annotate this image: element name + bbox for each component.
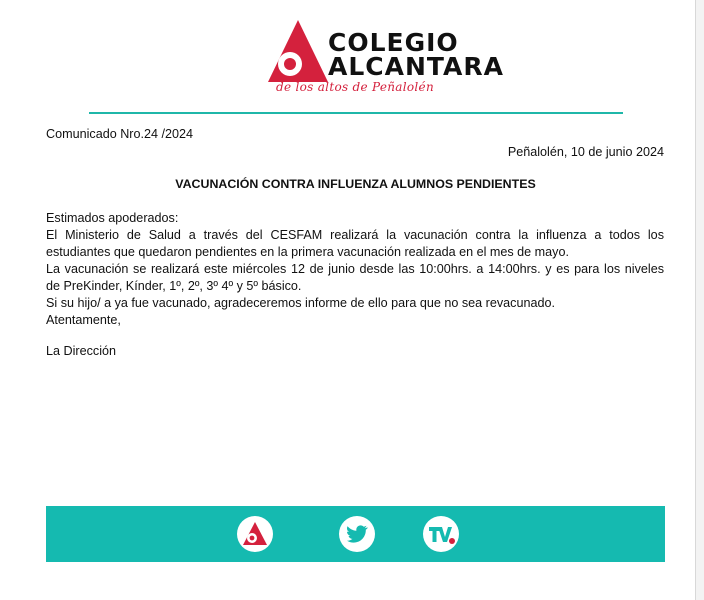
greeting: Estimados apoderados: [46, 211, 179, 225]
header-divider [89, 112, 623, 114]
paragraph-1-line-1: El Ministerio de Salud a través del CESFAM realizará la vacunación contra la influenza a todos los [46, 228, 664, 242]
paragraph-3: Si su hijo/ a ya fue vacunado, agradeceremos informe de ello para que no sea revacunado. [46, 296, 555, 310]
tv-logo-icon [423, 516, 459, 552]
paragraph-1-line-2: estudiantes que quedaron pendientes en la primera vacunación realizada en el mes de mayo. [46, 245, 569, 259]
logo-tagline: de los altos de Peñalolén [276, 80, 434, 94]
twitter-icon [339, 516, 375, 552]
logo-line-alcantara: ALCANTARA [328, 52, 504, 81]
paragraph-2-line-1: La vacunación se realizará este miércoles 12 de junio desde las 10:00hrs. a 14:00hrs. y es para los niveles [46, 262, 664, 276]
footer-tv-link[interactable] [423, 516, 459, 552]
letter-body [46, 210, 664, 329]
paragraph-2-line-2: de PreKinder, Kínder, 1º, 2º, 3º 4º y 5º básico. [46, 279, 302, 293]
communique-number: Comunicado Nro.24 /2024 [46, 127, 194, 141]
letter-date: Peñalolén, 10 de junio 2024 [507, 145, 664, 159]
footer-bar [46, 506, 665, 562]
letter-title: VACUNACIÓN CONTRA INFLUENZA ALUMNOS PENDIENTES [175, 177, 536, 191]
footer-alcantara-link[interactable] [237, 516, 273, 552]
footer-twitter-link[interactable] [339, 516, 375, 552]
closing: Atentamente, [46, 313, 121, 327]
letterhead [0, 14, 695, 104]
logo-line-colegio: COLEGIO [328, 28, 459, 57]
signature: La Dirección [46, 344, 116, 358]
alcantara-logo-icon [268, 20, 328, 84]
alcantara-logo-icon [237, 516, 273, 552]
